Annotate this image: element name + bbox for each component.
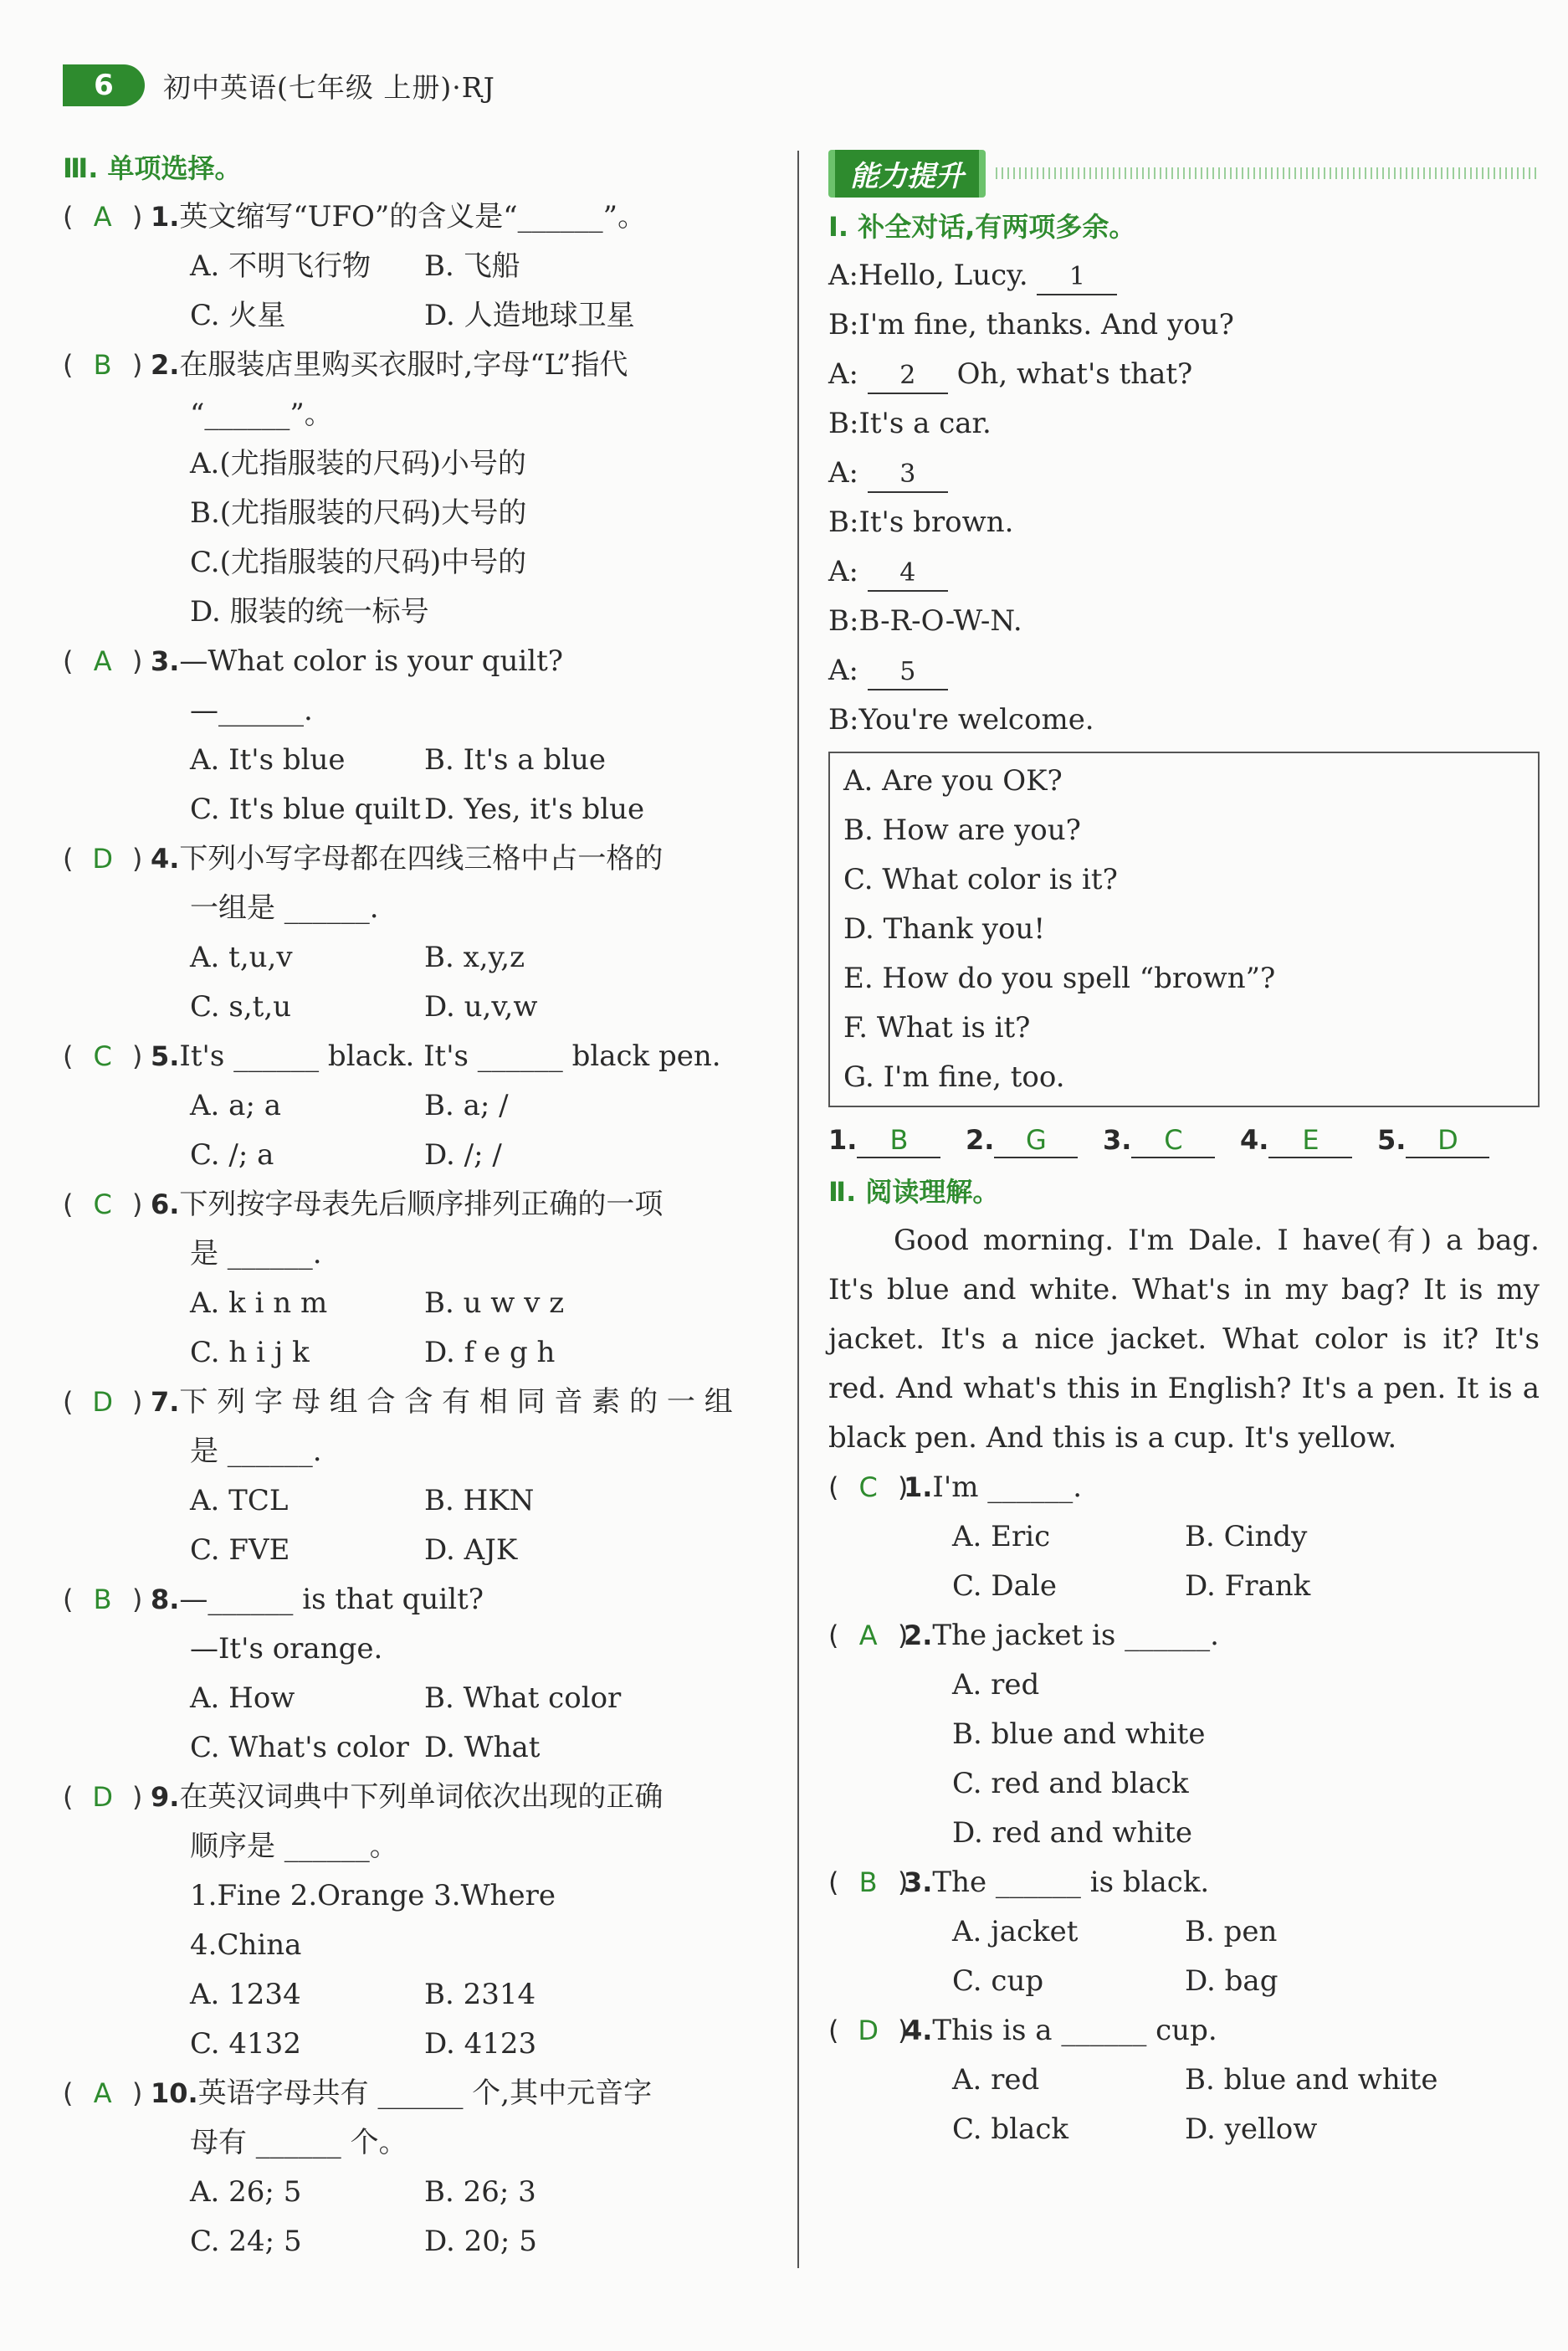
question-text: 1.Fine 2.Orange 3.Where [190, 1879, 556, 1912]
option-row [63, 1279, 770, 1328]
dialogue [828, 251, 1540, 745]
answer-paren: ( A ) [828, 1611, 904, 1661]
question-line [63, 637, 770, 686]
option: B. Cindy [1185, 1520, 1308, 1553]
speaker: A: [828, 555, 859, 588]
option: D. /; / [424, 1138, 502, 1172]
speaker: A: [828, 357, 859, 391]
question-stem [151, 1180, 663, 1229]
answer-letter: D [858, 2015, 879, 2046]
answer-number: 1. [828, 1124, 858, 1156]
answer-paren: ( D ) [63, 834, 151, 884]
option: A. red [952, 1668, 1040, 1702]
option: A.(尤指服装的尺码)小号的 [190, 447, 526, 480]
question-text: —______. [190, 694, 313, 727]
question-stem [151, 834, 663, 884]
question-number: 3. [151, 645, 180, 677]
question-number: 2. [151, 349, 180, 381]
option: D. 服装的统一标号 [190, 595, 429, 629]
option: D. What [424, 1731, 541, 1764]
option: C. s,t,u [190, 990, 292, 1024]
question-line [63, 1822, 770, 1871]
dialogue-text: Oh, what's that? [947, 357, 1193, 391]
answer-paren: ( D ) [63, 1773, 151, 1822]
answer-paren: ( B ) [63, 1575, 151, 1625]
answer-number: 2. [966, 1124, 995, 1156]
answer-paren: ( D ) [63, 1378, 151, 1427]
answer-item [1240, 1112, 1377, 1168]
dialogue-blank: 5 [868, 655, 948, 690]
dialogue-line [828, 251, 1540, 300]
question-list [63, 192, 770, 2266]
question-number: 1. [151, 201, 180, 233]
question-stem [151, 1378, 733, 1427]
dialogue-text: It's brown. [858, 506, 1014, 539]
option: A. k i n m [190, 1286, 328, 1320]
option: B. 26; 3 [424, 2175, 536, 2209]
dialogue-line [828, 449, 1540, 498]
option-row [63, 2217, 770, 2266]
left-column [63, 144, 770, 2266]
question-line [63, 1773, 770, 1822]
option: B. pen [1185, 1915, 1278, 1948]
option: A. a; a [190, 1089, 281, 1122]
choice-option: D. Thank you! [843, 912, 1046, 946]
option: C. /; a [190, 1138, 274, 1172]
option-row [63, 983, 770, 1032]
question-line [63, 341, 770, 390]
option: B. HKN [424, 1484, 535, 1517]
option: D. u,v,w [424, 990, 538, 1024]
option: B. 2314 [424, 1978, 536, 2011]
answer-letter: B [858, 1866, 878, 1898]
answer-fill: B [857, 1123, 940, 1158]
option: D. red and white [952, 1816, 1193, 1850]
option: D. AJK [424, 1533, 518, 1567]
answer-paren: ( C ) [63, 1032, 151, 1081]
option-row [63, 1328, 770, 1378]
question-text: 母有 ______ 个。 [190, 2126, 407, 2159]
option: B. blue and white [1185, 2063, 1438, 2097]
option: A. 不明飞行物 [190, 249, 372, 283]
option-row [828, 2056, 1540, 2105]
section-title: Ⅰ. 补全对话,有两项多余。 [828, 211, 1136, 243]
option-row [63, 1131, 770, 1180]
answer-number: 3. [1103, 1124, 1132, 1156]
option: B. 飞船 [424, 249, 520, 283]
answer-letter: C [858, 1471, 878, 1503]
question-number: 3. [904, 1866, 933, 1898]
option: A. jacket [952, 1915, 1079, 1948]
option: A. 26; 5 [190, 2175, 302, 2209]
question-text: 下列按字母表先后顺序排列正确的一项 [179, 1188, 664, 1221]
dialogue-line [828, 350, 1540, 399]
dialogue-line [828, 498, 1540, 547]
question-number: 10. [151, 2077, 198, 2109]
question-line [63, 1921, 770, 1970]
option: C. 火星 [190, 299, 286, 332]
question-text: 英语字母共有 ______ 个,其中元音字 [197, 2076, 653, 2110]
answer-fill: D [1406, 1123, 1489, 1158]
answer-item [1377, 1112, 1514, 1168]
book-title: 初中英语(七年级 上册)·RJ [163, 70, 495, 104]
speaker: B: [828, 604, 859, 638]
option: B. It's a blue [424, 743, 607, 777]
question-text: 4.China [190, 1928, 302, 1962]
question-line [63, 1378, 770, 1427]
question-line [63, 1575, 770, 1625]
section-title: Ⅱ. 阅读理解。 [828, 1176, 1000, 1208]
option-row [63, 291, 770, 341]
dialogue-text: Hello, Lucy. [858, 259, 1038, 292]
option: C. red and black [952, 1767, 1189, 1800]
question-stem [151, 637, 563, 686]
option: C. What's color [190, 1731, 409, 1764]
option: D. yellow [1185, 2112, 1318, 2146]
option-row [63, 1081, 770, 1131]
choice-option: G. I'm fine, too. [843, 1060, 1065, 1094]
option: C. 4132 [190, 2027, 301, 2061]
option-row [828, 1957, 1540, 2006]
option-row [63, 242, 770, 291]
option-row [828, 1512, 1540, 1562]
question-stem [904, 1858, 1209, 1907]
question-number: 5. [151, 1040, 180, 1072]
option: D. Yes, it's blue [424, 793, 645, 826]
answer-letter: D [92, 1386, 113, 1418]
answer-letter: A [93, 201, 112, 233]
option: D. 4123 [424, 2027, 537, 2061]
question-text: —What color is your quilt? [179, 644, 563, 678]
option-row [63, 736, 770, 785]
choice-option: B. How are you? [843, 814, 1081, 847]
option: B. What color [424, 1681, 622, 1715]
option: A. t,u,v [190, 941, 293, 974]
option: A. Eric [952, 1520, 1051, 1553]
option-row [63, 2020, 770, 2069]
question-line [63, 1871, 770, 1921]
question-stem [151, 2069, 652, 2118]
question-text: The ______ is black. [932, 1866, 1210, 1899]
option: A. How [190, 1681, 295, 1715]
question-stem [151, 1575, 484, 1625]
answer-paren: ( C ) [63, 1180, 151, 1229]
dialogue-line [828, 399, 1540, 449]
question-stem [904, 1611, 1219, 1661]
question-line [828, 1858, 1540, 1907]
dialogue-blank: 3 [868, 458, 948, 493]
option: A. 1234 [190, 1978, 301, 2011]
question-line [63, 1229, 770, 1279]
question-text: 是 ______. [190, 1237, 322, 1270]
dialogue-blank: 4 [868, 557, 948, 592]
question-number: 4. [151, 843, 180, 875]
question-line [63, 884, 770, 933]
question-line [63, 1625, 770, 1674]
section-title: Ⅲ. 单项选择。 [63, 152, 242, 184]
option: C. FVE [190, 1533, 290, 1567]
option-row [63, 785, 770, 834]
question-text: —______ is that quilt? [179, 1583, 484, 1616]
answer-item [828, 1112, 966, 1168]
question-line [63, 686, 770, 736]
question-text: The jacket is ______. [932, 1619, 1219, 1652]
answer-paren: ( B ) [828, 1858, 904, 1907]
answer-letter: C [93, 1040, 112, 1072]
question-line [828, 1611, 1540, 1661]
answer-paren: ( D ) [828, 2006, 904, 2056]
answer-number: 4. [1240, 1124, 1269, 1156]
question-number: 7. [151, 1386, 180, 1418]
option: C. It's blue quilt [190, 793, 421, 826]
question-line [828, 1463, 1540, 1512]
answer-letter: A [93, 2077, 112, 2109]
dialogue-line [828, 597, 1540, 646]
dialogue-text: I'm fine, thanks. And you? [858, 308, 1234, 341]
question-text: 在英汉词典中下列单词依次出现的正确 [179, 1780, 664, 1814]
answer-paren: ( B ) [63, 341, 151, 390]
question-line [63, 390, 770, 439]
dialogue-text: It's a car. [858, 407, 992, 440]
speaker: A: [828, 259, 859, 292]
option: C. black [952, 2112, 1068, 2146]
dialogue-blank: 2 [868, 359, 948, 394]
answer-fill: E [1268, 1123, 1352, 1158]
option-row [828, 1562, 1540, 1611]
question-text: 下 列 字 母 组 合 含 有 相 同 音 素 的 一 组 [179, 1385, 733, 1419]
option-row [63, 1723, 770, 1773]
choice-option: A. Are you OK? [843, 764, 1063, 798]
answer-fill: C [1131, 1123, 1215, 1158]
answer-row [828, 1112, 1540, 1168]
right-column [828, 144, 1540, 2154]
speaker: A: [828, 456, 859, 490]
question-text: 是 ______. [190, 1435, 322, 1468]
option-row [63, 1674, 770, 1723]
dialogue-text: B-R-O-W-N. [858, 604, 1022, 638]
dialogue-line [828, 547, 1540, 597]
dialogue-line [828, 646, 1540, 696]
option: C. cup [952, 1964, 1044, 1998]
question-number: 9. [151, 1781, 180, 1813]
option: B. blue and white [952, 1717, 1206, 1751]
question-stem [151, 341, 628, 390]
question-line [63, 1427, 770, 1476]
reading-questions [828, 1463, 1540, 2154]
speaker: B: [828, 703, 859, 737]
answer-letter: B [93, 349, 112, 381]
choice-box [828, 752, 1540, 1107]
answer-paren: ( A ) [63, 637, 151, 686]
question-stem [904, 2006, 1217, 2056]
option: A. It's blue [190, 743, 346, 777]
question-text: This is a ______ cup. [932, 2014, 1217, 2047]
ability-header [828, 144, 1540, 203]
decorative-ruler [996, 167, 1540, 179]
answer-item [1103, 1112, 1240, 1168]
choice-option: E. How do you spell “brown”? [843, 962, 1276, 995]
option-row [63, 1526, 770, 1575]
answer-letter: A [858, 1620, 878, 1651]
option: B. x,y,z [424, 941, 525, 974]
option: D. f e g h [424, 1336, 556, 1369]
question-text: —It's orange. [190, 1632, 383, 1666]
option: B.(尤指服装的尺码)大号的 [190, 496, 527, 530]
option: B. a; / [424, 1089, 509, 1122]
option: C.(尤指服装的尺码)中号的 [190, 546, 527, 579]
question-number: 8. [151, 1584, 180, 1615]
option: B. u w v z [424, 1286, 565, 1320]
option: A. red [952, 2063, 1040, 2097]
option-row [63, 2168, 770, 2217]
speaker: B: [828, 407, 859, 440]
question-line [63, 2069, 770, 2118]
option: D. 20; 5 [424, 2225, 537, 2258]
answer-letter: D [92, 843, 113, 875]
option: D. Frank [1185, 1569, 1311, 1603]
question-number: 6. [151, 1188, 180, 1220]
question-number: 2. [904, 1620, 933, 1651]
question-line [63, 834, 770, 884]
question-stem [151, 1032, 721, 1081]
option-row [828, 2105, 1540, 2154]
question-line [63, 192, 770, 242]
option: A. TCL [190, 1484, 289, 1517]
speaker: B: [828, 308, 859, 341]
question-line [63, 1032, 770, 1081]
speaker: A: [828, 654, 859, 687]
dialogue-line [828, 696, 1540, 745]
answer-letter: A [93, 645, 112, 677]
reading-passage: Good morning. I'm Dale. I have(有) a bag. It's blue and white. What's in my bag? It is my jacket. It's a nice jacket. What color is it? It's red. And what's this in English? It's a pen. It is a black pen. And this is a cup. It's yellow. [828, 1224, 1540, 1455]
dialogue-text: You're welcome. [858, 703, 1094, 737]
choice-option: C. What color is it? [843, 863, 1118, 896]
question-text: I'm ______. [932, 1471, 1083, 1504]
answer-paren: ( A ) [63, 192, 151, 242]
option: C. Dale [952, 1569, 1057, 1603]
answer-letter: D [92, 1781, 113, 1813]
dialogue-line [828, 300, 1540, 350]
option: D. 人造地球卫星 [424, 299, 635, 332]
option-row [63, 1970, 770, 2020]
answer-fill: G [994, 1123, 1078, 1158]
question-text: 在服装店里购买衣服时,字母“L”指代 [179, 348, 628, 382]
answer-letter: C [93, 1188, 112, 1220]
option-row [63, 1476, 770, 1526]
answer-paren: ( A ) [63, 2069, 151, 2118]
question-line [63, 1180, 770, 1229]
question-text: 英文缩写“UFO”的含义是“______”。 [179, 200, 647, 234]
answer-letter: B [93, 1584, 112, 1615]
question-text: 一组是 ______. [190, 891, 379, 925]
question-line [63, 2118, 770, 2168]
speaker: B: [828, 506, 859, 539]
question-number: 4. [904, 2015, 933, 2046]
option: C. 24; 5 [190, 2225, 302, 2258]
question-stem [151, 192, 646, 242]
option-row [828, 1907, 1540, 1957]
option-row [63, 933, 770, 983]
answer-paren: ( C ) [828, 1463, 904, 1512]
ability-badge: 能力提升 [828, 150, 986, 198]
question-line [828, 2006, 1540, 2056]
question-text: “______”。 [190, 398, 333, 431]
column-divider [797, 151, 799, 2268]
option: D. bag [1185, 1964, 1278, 1998]
question-number: 1. [904, 1471, 933, 1503]
option: C. h i j k [190, 1336, 310, 1369]
answer-item [966, 1112, 1103, 1168]
answer-number: 5. [1377, 1124, 1407, 1156]
question-stem [904, 1463, 1082, 1512]
page-number: 6 [63, 64, 145, 106]
page-header [63, 60, 495, 110]
choice-option: F. What is it? [843, 1011, 1031, 1045]
question-text: It's ______ black. It's ______ black pen. [179, 1039, 721, 1073]
question-text: 下列小写字母都在四线三格中占一格的 [179, 842, 664, 875]
question-text: 顺序是 ______。 [190, 1830, 398, 1863]
question-stem [151, 1773, 663, 1822]
dialogue-blank: 1 [1037, 260, 1117, 295]
